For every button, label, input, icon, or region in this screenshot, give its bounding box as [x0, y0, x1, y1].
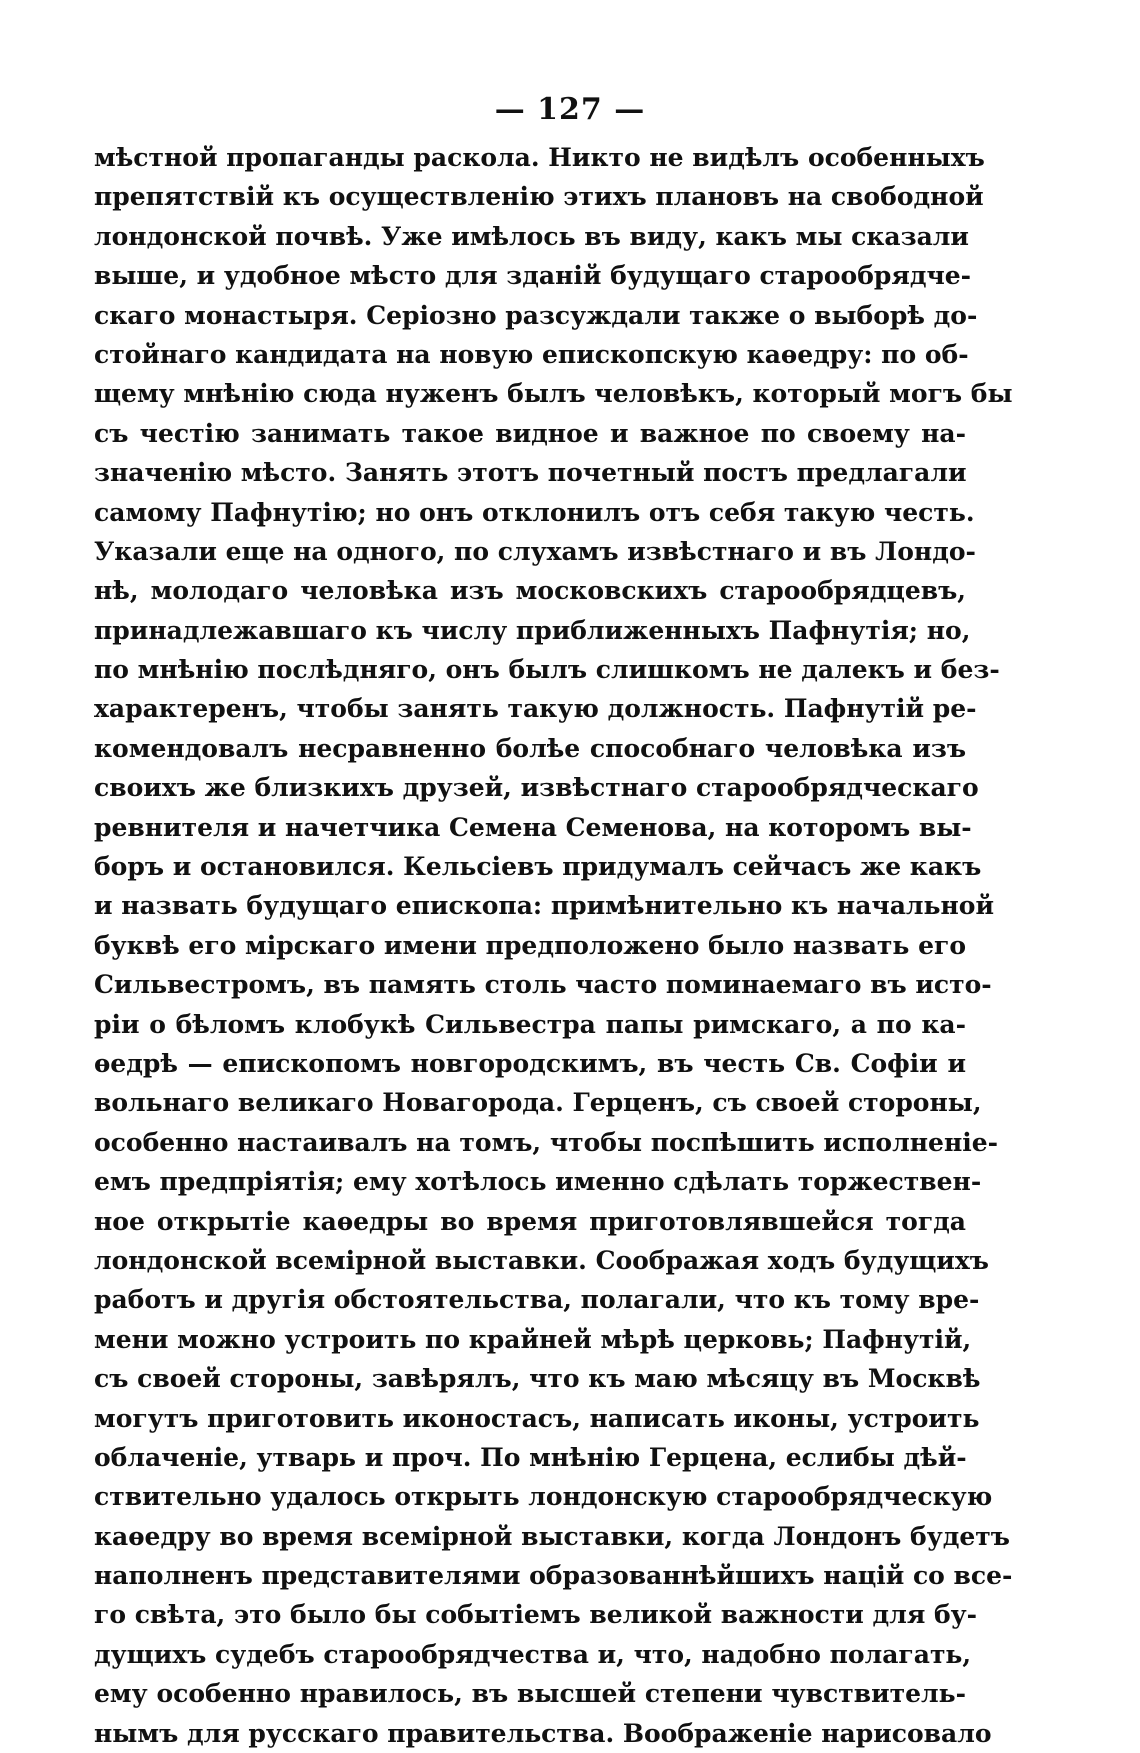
text-line: дущихъ судебъ старообрядчества и, что, надобно полагать,: [94, 1639, 972, 1669]
text-line: боръ и остановился. Кельсіевъ придумалъ сейчасъ же какъ: [94, 852, 982, 882]
text-line: емъ предпріятія; ему хотѣлось именно сдѣлать торжествен-: [94, 1167, 982, 1197]
text-line: нымъ для русскаго правительства. Воображеніе нарисовало: [94, 1718, 992, 1748]
text-line: ревнителя и начетчика Семена Семенова, на которомъ вы-: [94, 812, 972, 842]
text-line: выше, и удобное мѣсто для зданій будущаго старообрядче-: [94, 261, 972, 291]
text-line: самому Пафнутію; но онъ отклонилъ отъ себя такую честь.: [94, 497, 975, 527]
text-line: значенію мѣсто. Занять этотъ почетный постъ предлагали: [94, 458, 967, 488]
text-line: Сильвестромъ, въ память столь часто поминаемаго въ исто-: [94, 970, 992, 1000]
text-line: ему особенно нравилось, въ высшей степени чувствитель-: [94, 1679, 966, 1709]
page-number: — 127 —: [494, 92, 646, 127]
text-line: особенно настаивалъ на томъ, чтобы поспѣшить исполненіе-: [94, 1127, 999, 1157]
text-line: наполненъ представителями образованнѣйшихъ націй со все-: [94, 1561, 1013, 1591]
text-line: мѣстной пропаганды раскола. Никто не видѣлъ особенныхъ: [94, 143, 985, 172]
text-line: скаго монастыря. Серіозно разсуждали также о выборѣ до-: [94, 300, 978, 330]
text-line: вольнаго великаго Новагорода. Герценъ, съ своей стороны,: [94, 1088, 982, 1118]
text-line: характеренъ, чтобы занять такую должность. Пафнутій ре-: [94, 694, 977, 724]
text-line: буквѣ его мірскаго имени предположено было назвать его: [94, 930, 966, 960]
text-line: стойнаго кандидата на новую епископскую каѳедру: по об-: [94, 339, 969, 369]
text-line: препятствій къ осуществленію этихъ плановъ на свободной: [94, 182, 984, 212]
text-line: своихъ же близкихъ друзей, извѣстнаго старообрядческаго: [94, 773, 979, 803]
text-line: могутъ приготовить иконостасъ, написать иконы, устроить: [94, 1403, 980, 1433]
text-line: съ честію занимать такое видное и важное по своему на-: [94, 418, 966, 448]
text-line: Указали еще на одного, по слухамъ извѣстнаго и въ Лондо-: [94, 536, 976, 566]
text-line: нѣ, молодаго человѣка изъ московскихъ старообрядцевъ,: [94, 576, 966, 606]
text-line: комендовалъ несравненно болѣе способнаго человѣка изъ: [94, 733, 966, 763]
text-line: го свѣта, это было бы событіемъ великой важности для бу-: [94, 1600, 978, 1630]
text-line: ное открытіе каѳедры во время приготовлявшейся тогда: [94, 1206, 966, 1236]
text-line: лондонской почвѣ. Уже имѣлось въ виду, какъ мы сказали: [94, 221, 969, 251]
text-line: щему мнѣнію сюда нуженъ былъ человѣкъ, который могъ бы: [94, 379, 1013, 409]
text-line: лондонской всемірной выставки. Соображая ходъ будущихъ: [94, 1245, 989, 1275]
text-line: ріи о бѣломъ клобукѣ Сильвестра папы римскаго, а по ка-: [94, 1009, 966, 1039]
text-line: принадлежавшаго къ числу приближенныхъ Пафнутія; но,: [94, 615, 971, 645]
text-line: ствительно удалось открыть лондонскую старообрядческую: [94, 1482, 993, 1512]
text-line: каѳедру во время всемірной выставки, когда Лондонъ будетъ: [94, 1521, 1010, 1551]
text-line: ѳедрѣ — епископомъ новгородскимъ, въ честь Св. Софіи и: [94, 1048, 966, 1078]
text-line: и назвать будущаго епископа: примѣнительно къ начальной: [94, 891, 995, 921]
text-line: работъ и другія обстоятельства, полагали, что къ тому вре-: [94, 1285, 980, 1315]
text-line: облаченіе, утварь и проч. По мнѣнію Герцена, еслибы дѣй-: [94, 1442, 967, 1472]
text-line: по мнѣнію послѣдняго, онъ былъ слишкомъ не далекъ и без-: [94, 655, 1000, 685]
text-line: мени можно устроить по крайней мѣрѣ церковь; Пафнутій,: [94, 1324, 972, 1354]
body-text: [94, 138, 1013, 1753]
text-line: съ своей стороны, завѣрялъ, что къ маю мѣсяцу въ Москвѣ: [94, 1364, 981, 1394]
